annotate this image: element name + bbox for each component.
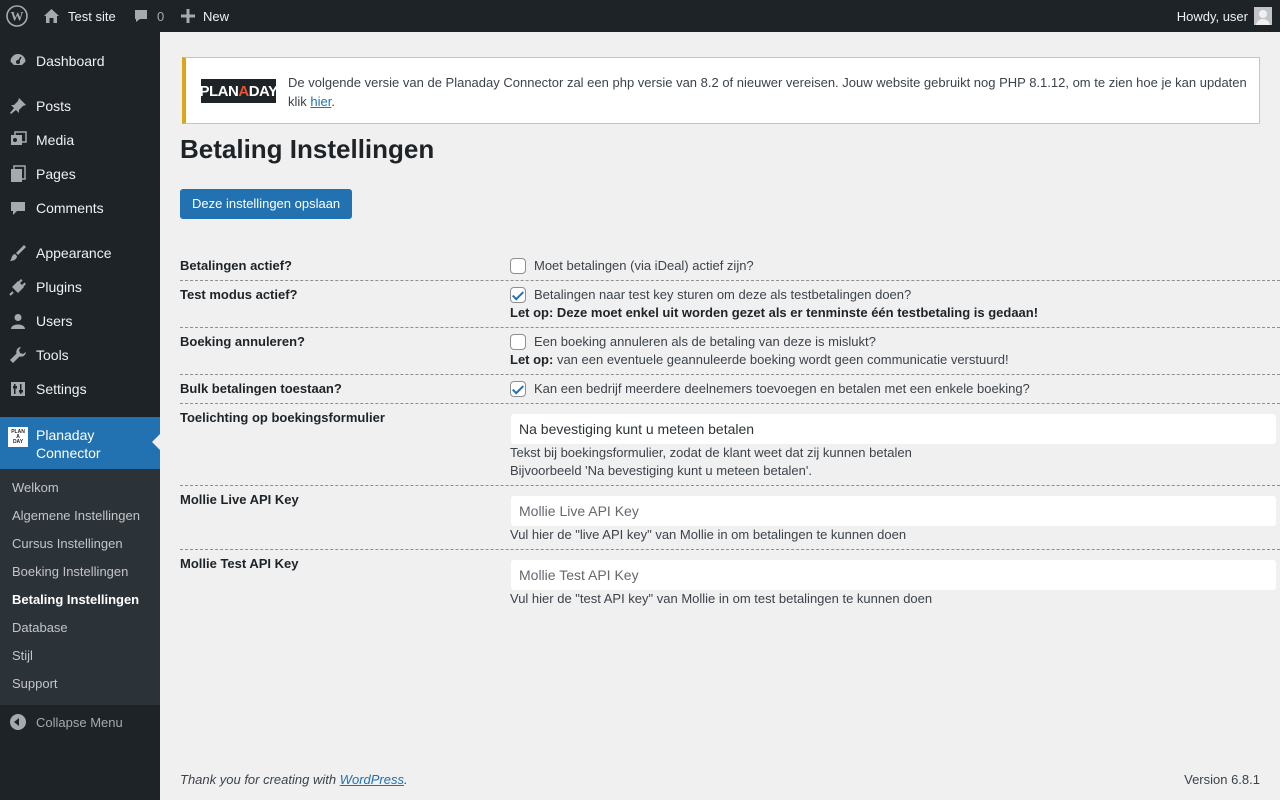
collapse-icon	[10, 714, 26, 730]
dashboard-icon	[8, 51, 28, 71]
sidebar-item-plugins[interactable]: Plugins	[0, 270, 160, 304]
submenu-item-support[interactable]: Support	[12, 676, 58, 691]
comments-link[interactable]	[133, 0, 164, 32]
notice-link-hier[interactable]: hier	[310, 94, 332, 109]
notice-text: De volgende versie van de Planaday Connector zal een php versie van 8.2 of nieuwer vereisen. Jouw website gebruikt nog PHP 8.1.12, om te zien hoe je kan updaten klik hier.	[288, 75, 1247, 109]
row-divider	[180, 374, 1280, 375]
sidebar-item-users[interactable]: Users	[0, 304, 160, 338]
site-name-link[interactable]	[43, 0, 116, 32]
test-modus-note: Let op: Deze moet enkel uit worden gezet als er tenminste één testbetaling is gedaan!	[510, 305, 1039, 320]
row-divider	[180, 485, 1280, 486]
toelichting-label: Toelichting op boekingsformulier	[180, 410, 385, 425]
mollie-live-api-key-input[interactable]	[510, 495, 1277, 527]
betalingen-actief-checkbox[interactable]	[510, 258, 526, 274]
save-settings-button[interactable]: Deze instellingen opslaan	[180, 189, 352, 219]
submenu-item-betaling-instellingen[interactable]: Betaling Instellingen	[12, 592, 140, 607]
mollie-test-description: Vul hier de "test API key" van Mollie in om test betalingen te kunnen doen	[510, 591, 933, 606]
my-account-link[interactable]	[1177, 0, 1272, 32]
avatar	[1254, 7, 1272, 25]
new-content-link[interactable]	[181, 0, 229, 32]
row-divider	[180, 403, 1280, 404]
collapse-menu-button[interactable]: Collapse Menu	[0, 705, 160, 739]
submenu-item-database[interactable]: Database	[12, 620, 68, 635]
sidebar-item-media[interactable]: Media	[0, 123, 160, 157]
media-icon	[8, 130, 28, 150]
php-version-notice	[182, 57, 1260, 124]
submenu-item-welkom[interactable]: Welkom	[12, 480, 59, 495]
mollie-test-api-key-input[interactable]	[510, 559, 1277, 591]
submenu-item-cursus-instellingen[interactable]: Cursus Instellingen	[12, 536, 123, 551]
toelichting-example: Bijvoorbeeld 'Na bevestiging kunt u meteen betalen'.	[510, 463, 812, 478]
sidebar-item-dashboard[interactable]: Dashboard	[0, 44, 160, 78]
test-modus-label: Test modus actief?	[180, 287, 298, 302]
wordpress-logo-icon[interactable]	[6, 0, 30, 32]
site-name: Test site	[68, 8, 116, 24]
test-modus-checkbox[interactable]	[510, 287, 526, 303]
boeking-annuleren-note: Let op: van een eventuele geannuleerde boeking wordt geen communicatie verstuurd!	[510, 352, 1009, 367]
sidebar-item-settings[interactable]: Settings	[0, 372, 160, 406]
mollie-live-description: Vul hier de "live API key" van Mollie in om betalingen te kunnen doen	[510, 527, 907, 542]
sidebar-item-pages[interactable]: Pages	[0, 157, 160, 191]
sidebar-item-planaday-connector[interactable]: PLAN A DAY Planaday Connector	[0, 417, 160, 469]
boeking-annuleren-checkbox-label: Een boeking annuleren als de betaling van deze is mislukt?	[534, 334, 876, 349]
row-divider	[180, 327, 1280, 328]
sidebar-item-appearance[interactable]: Appearance	[0, 236, 160, 270]
submenu-item-algemene-instellingen[interactable]: Algemene Instellingen	[12, 508, 140, 523]
bulk-betalingen-checkbox[interactable]	[510, 381, 526, 397]
submenu-item-boeking-instellingen[interactable]: Boeking Instellingen	[12, 564, 129, 579]
current-menu-arrow	[152, 434, 160, 450]
planaday-logo: PLAN A DAY	[201, 79, 276, 103]
toelichting-input[interactable]	[510, 413, 1277, 445]
row-divider	[180, 280, 1280, 281]
boeking-annuleren-checkbox[interactable]	[510, 334, 526, 350]
plug-icon	[8, 277, 28, 297]
planaday-submenu	[0, 469, 160, 705]
pin-icon	[8, 96, 28, 116]
betalingen-actief-label: Betalingen actief?	[180, 258, 292, 273]
admin-bar	[0, 0, 1280, 32]
sidebar-item-comments[interactable]: Comments	[0, 191, 160, 225]
page-title: Betaling Instellingen	[180, 134, 435, 164]
main-content	[160, 32, 1280, 800]
new-label: New	[203, 8, 230, 24]
home-icon	[43, 8, 60, 24]
sidebar-item-tools[interactable]: Tools	[0, 338, 160, 372]
submenu-item-stijl[interactable]: Stijl	[12, 648, 33, 663]
comment-icon	[133, 8, 149, 24]
plus-icon	[181, 9, 195, 23]
user-icon	[8, 311, 28, 331]
settings-icon	[8, 379, 28, 399]
betalingen-actief-checkbox-label: Moet betalingen (via iDeal) actief zijn?	[534, 258, 754, 273]
footer-thanks: Thank you for creating with WordPress.	[180, 772, 408, 787]
comment-icon	[8, 198, 28, 218]
toelichting-description: Tekst bij boekingsformulier, zodat de klant weet dat zij kunnen betalen	[510, 445, 912, 460]
svg-text:W: W	[10, 8, 24, 24]
bulk-betalingen-label: Bulk betalingen toestaan?	[180, 381, 342, 396]
boeking-annuleren-label: Boeking annuleren?	[180, 334, 305, 349]
planaday-icon: PLAN A DAY	[8, 427, 28, 447]
footer-version: Version 6.8.1	[1184, 772, 1260, 787]
mollie-test-label: Mollie Test API Key	[180, 556, 299, 571]
footer-wordpress-link[interactable]: WordPress	[339, 772, 404, 787]
comments-count: 0	[157, 8, 165, 24]
row-divider	[180, 549, 1280, 550]
mollie-live-label: Mollie Live API Key	[180, 492, 299, 507]
brush-icon	[8, 243, 28, 263]
howdy-text: Howdy, user	[1176, 8, 1248, 24]
test-modus-checkbox-label: Betalingen naar test key sturen om deze als testbetalingen doen?	[534, 287, 912, 302]
pages-icon	[8, 164, 28, 184]
wrench-icon	[8, 345, 28, 365]
sidebar-item-posts[interactable]: Posts	[0, 89, 160, 123]
admin-sidebar	[0, 32, 160, 800]
bulk-betalingen-checkbox-label: Kan een bedrijf meerdere deelnemers toevoegen en betalen met een enkele boeking?	[534, 381, 1030, 396]
